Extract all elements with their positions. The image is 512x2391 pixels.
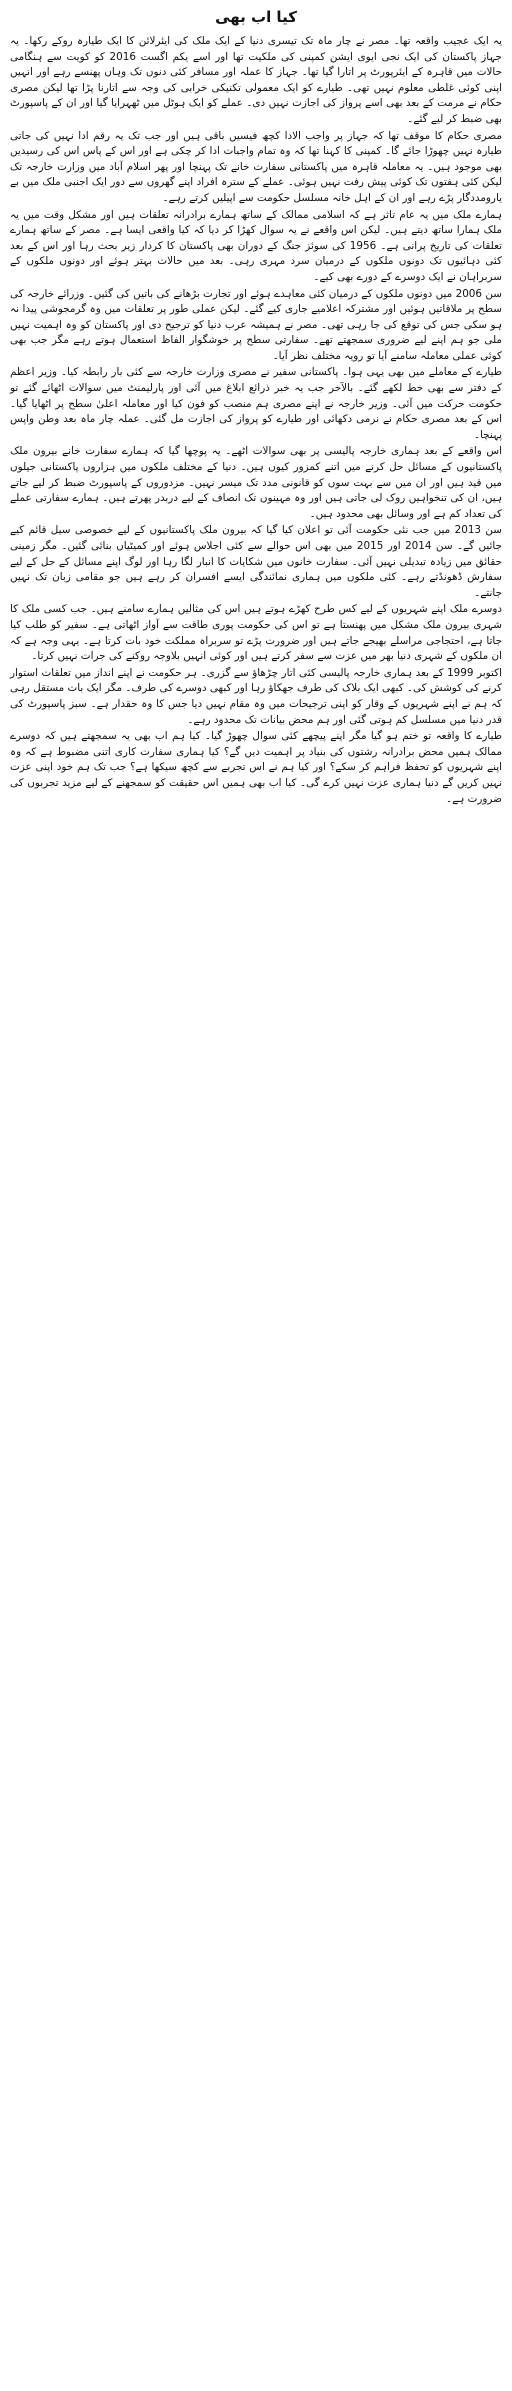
article-title: کیا اب بھی	[215, 8, 297, 26]
paragraph: اس واقعے کے بعد ہماری خارجہ پالیسی پر بھی سوالات اٹھے۔ یہ پوچھا گیا کہ ہمارے سفارت خانے بیرون ملک پاکستانیوں کے مسائل حل کرنے میں اتنے کمزور کیوں ہیں۔ دنیا کے مختلف ملکوں میں ہزاروں پاکستانی جیلوں میں قید ہیں اور ان میں سے بہت سوں کو قانونی مدد تک میسر نہیں۔ مزدوروں کے پاسپورٹ ضبط کر لیے جاتے ہیں، ان کی تنخواہیں روک لی جاتی ہیں اور وہ مہینوں تک انصاف کے لیے دربدر پھرتے ہیں۔ ہمارے سفارتی عملے کی تعداد کم ہے اور وسائل بھی محدود ہیں۔	[10, 445, 502, 520]
paragraph: سن 2013 میں جب نئی حکومت آئی تو اعلان کیا گیا کہ بیرون ملک پاکستانیوں کے لیے خصوصی سیل قائم کیے جائیں گے۔ سن 2014 اور 2015 میں بھی اس حوالے سے کئی اجلاس ہوئے اور کمیٹیاں بنائی گئیں۔ مگر زمینی حقائق میں زیادہ تبدیلی نہیں آئی۔ سفارت خانوں میں شکایات کا انبار لگا رہا اور لوگ اپنے مسائل کے حل کے لیے سفارش ڈھونڈتے رہے۔ کئی ملکوں میں ہماری نمائندگی ایسے افسران کر رہے ہیں جو مقامی زبان تک نہیں جانتے۔	[10, 524, 502, 599]
paragraph: دوسرے ملک اپنے شہریوں کے لیے کس طرح کھڑے ہوتے ہیں اس کی مثالیں ہمارے سامنے ہیں۔ جب کسی ملک کا شہری بیرون ملک مشکل میں پھنستا ہے تو اس کی حکومت پوری طاقت سے آواز اٹھاتی ہے۔ سفیر کو طلب کیا جاتا ہے، احتجاجی مراسلے بھیجے جاتے ہیں اور ضرورت پڑے تو سربراہ مملکت خود بات کرتا ہے۔ یہی وجہ ہے کہ ان ملکوں کے شہری دنیا بھر میں عزت سے سفر کرتے ہیں اور کوئی انہیں بلاوجہ روکنے کی جرات نہیں کرتا۔	[10, 603, 502, 663]
article-body	[10, 34, 502, 807]
paragraph: طیارے کا واقعہ تو ختم ہو گیا مگر اپنے پیچھے کئی سوال چھوڑ گیا۔ کیا ہم اب بھی یہ سمجھتے ہیں کہ دوسرے ممالک ہمیں محض برادرانہ رشتوں کی بنیاد پر اہمیت دیں گے؟ کیا ہماری سفارت کاری اتنی مضبوط ہے کہ وہ اپنے شہریوں کو تحفظ فراہم کر سکے؟ اور کیا ہم نے اس تجربے سے کچھ سیکھا ہے؟ جب تک ہم خود اپنی عزت نہیں کریں گے دنیا ہماری عزت نہیں کرے گی۔ کیا اب بھی ہمیں اس حقیقت کو سمجھنے کے لیے مزید تجربوں کی ضرورت ہے۔	[10, 730, 502, 805]
paragraph: مصری حکام کا موقف تھا کہ جہاز پر واجب الادا کچھ فیسیں باقی ہیں اور جب تک یہ رقم ادا نہیں کی جاتی طیارہ نہیں چھوڑا جائے گا۔ کمپنی کا کہنا تھا کہ وہ تمام واجبات ادا کر چکی ہے اور اس کے پاس اس کی رسیدیں بھی موجود ہیں۔ یہ معاملہ قاہرہ میں پاکستانی سفارت خانے تک پہنچا اور پھر اسلام آباد میں وزارت خارجہ تک لیکن کئی ہفتوں تک کوئی پیش رفت نہیں ہوئی۔ عملے کے سترہ افراد اپنے گھروں سے دور ایک اجنبی ملک میں بے یارومددگار پڑے رہے اور ان کے اہل خانہ مسلسل حکومت سے اپیلیں کرتے رہے۔	[10, 129, 502, 204]
paragraph: یہ ایک عجیب واقعہ تھا۔ مصر نے چار ماہ تک تیسری دنیا کے ایک ملک کی ایئرلائن کا ایک طیارہ روکے رکھا۔ یہ جہاز پاکستان کی ایک نجی ایوی ایشن کمپنی کی ملکیت تھا اور اسے یکم اگست 2016 کو کویت سے ہنگامی حالات میں قاہرہ کے ایئرپورٹ پر اتارا گیا تھا۔ جہاز کا عملہ اور مسافر کئی دنوں تک وہاں پھنسے رہے اور انہیں اپنی کوئی غلطی معلوم نہیں تھی۔ طیارے کو ایک معمولی تکنیکی خرابی کی وجہ سے اتارنا پڑا تھا لیکن مصری حکام نے مرمت کے بعد بھی اسے پرواز کی اجازت نہیں دی۔ عملے کو ایک ہوٹل میں ٹھہرایا گیا اور ان کے پاسپورٹ بھی ضبط کر لیے گئے۔	[10, 35, 502, 125]
paragraph: ہمارے ملک میں یہ عام تاثر ہے کہ اسلامی ممالک کے ساتھ ہمارے برادرانہ تعلقات ہیں اور مشکل وقت میں یہ ملک ہمارا ساتھ دیتے ہیں۔ لیکن اس واقعے نے یہ سوال کھڑا کر دیا کہ کیا واقعی ایسا ہے۔ مصر کے ساتھ ہمارے تعلقات کی تاریخ پرانی ہے۔ 1956 کی سوئز جنگ کے دوران بھی پاکستان کا کردار زیر بحث رہا اور اس کے بعد کئی دہائیوں تک دونوں ملکوں کے درمیان سرد مہری رہی۔ بعد میں حالات بہتر ہوئے اور دونوں ملکوں کے سربراہان نے ایک دوسرے کے دورے بھی کیے۔	[10, 208, 502, 283]
paragraph: سن 2006 میں دونوں ملکوں کے درمیان کئی معاہدے ہوئے اور تجارت بڑھانے کی باتیں کی گئیں۔ وزرائے خارجہ کی سطح پر ملاقاتیں ہوئیں اور مشترکہ اعلامیے جاری کیے گئے۔ لیکن عملی طور پر تعلقات میں وہ گرمجوشی پیدا نہ ہو سکی جس کی توقع کی جا رہی تھی۔ مصر نے ہمیشہ عرب دنیا کو ترجیح دی اور پاکستان کو وہ اہمیت نہیں ملی جو ہم اپنے لیے ضروری سمجھتے تھے۔ سفارتی سطح پر خوشگوار الفاظ استعمال ہوتے رہے مگر جب بھی کوئی عملی معاملہ سامنے آیا تو رویہ مختلف نظر آیا۔	[10, 287, 502, 362]
paragraph: طیارے کے معاملے میں بھی یہی ہوا۔ پاکستانی سفیر نے مصری وزارت خارجہ سے کئی بار رابطہ کیا۔ وزیر اعظم کے دفتر سے بھی خط لکھے گئے۔ بالآخر جب یہ خبر ذرائع ابلاغ میں آئی اور پارلیمنٹ میں سوالات اٹھائے گئے تو حکومت حرکت میں آئی۔ وزیر خارجہ نے اپنے مصری ہم منصب کو فون کیا اور معاملہ اعلیٰ سطح پر اٹھایا گیا۔ اس کے بعد مصری حکام نے نرمی دکھائی اور طیارے کو پرواز کی اجازت مل گئی۔ عملہ چار ماہ بعد وطن واپس پہنچا۔	[10, 366, 502, 441]
paragraph: اکتوبر 1999 کے بعد ہماری خارجہ پالیسی کئی اتار چڑھاؤ سے گزری۔ ہر حکومت نے اپنے انداز میں تعلقات استوار کرنے کی کوشش کی۔ کبھی ایک بلاک کی طرف جھکاؤ رہا اور کبھی دوسرے کی طرف۔ مگر ایک بات مستقل رہی کہ ہم نے اپنے شہریوں کے وقار کو اپنی ترجیحات میں وہ مقام نہیں دیا جس کا وہ حقدار ہے۔ سبز پاسپورٹ کی قدر دنیا میں مسلسل کم ہوتی گئی اور ہم محض بیانات تک محدود رہے۔	[10, 666, 502, 726]
